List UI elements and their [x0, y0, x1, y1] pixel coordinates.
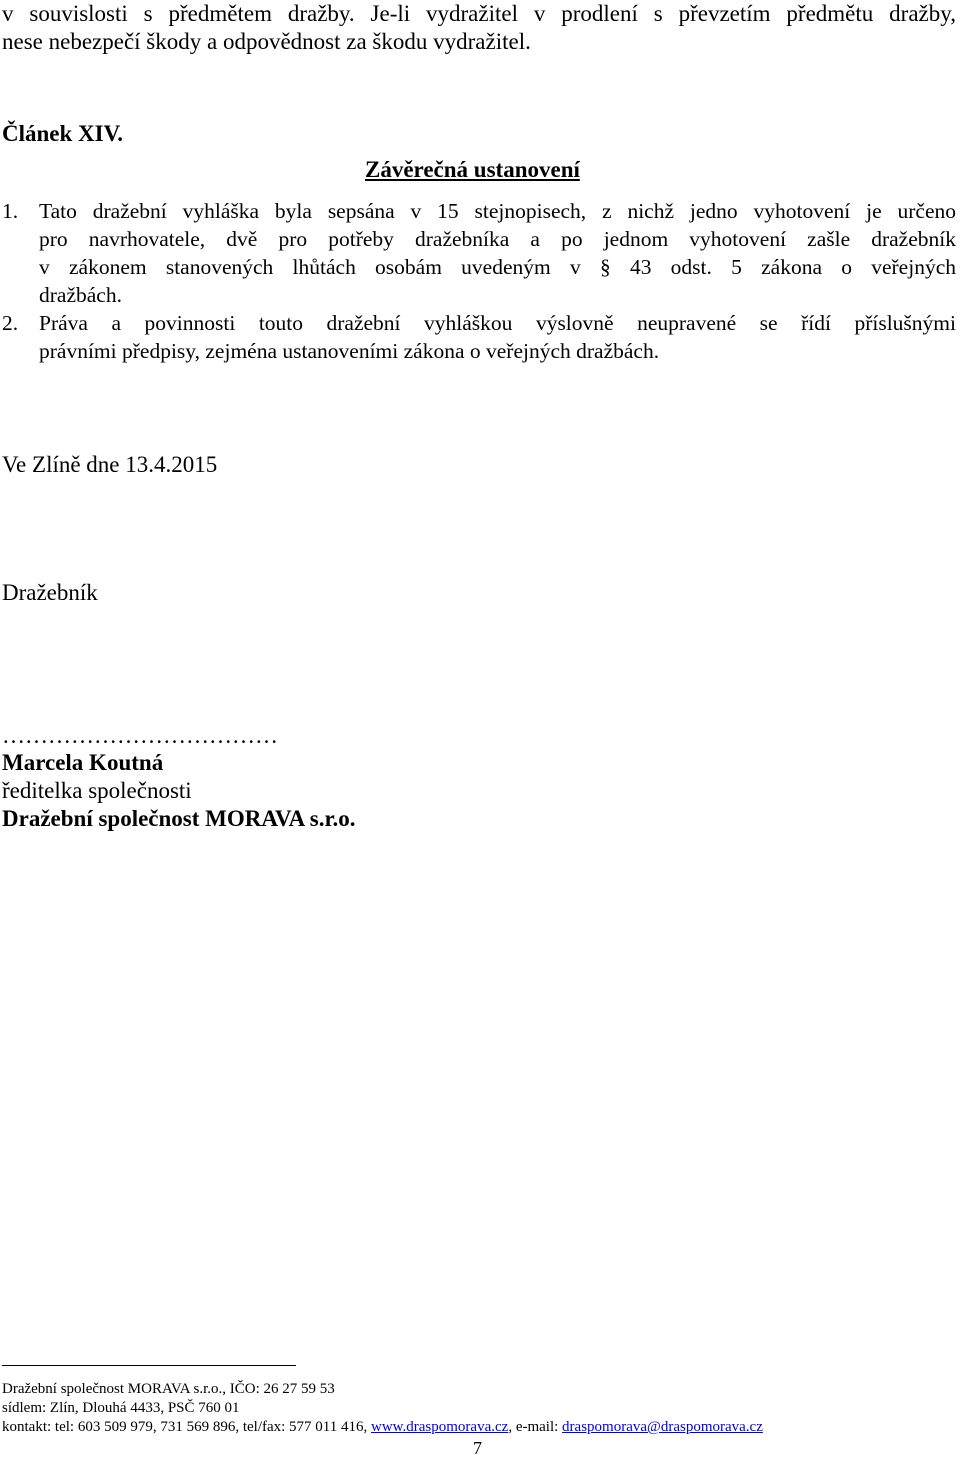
company-name: Dražební společnost MORAVA s.r.o. [2, 806, 356, 831]
item-1-line-2: pro navrhovatele, dvě pro potřeby dražebníka a po jednom vyhotovení zašle dražebník [39, 227, 956, 251]
place-date: Ve Zlíně dne 13.4.2015 [2, 452, 218, 477]
signatory-name: Marcela Koutná [2, 750, 164, 775]
footer-divider [2, 1365, 296, 1366]
footer-website-link[interactable]: www.draspomorava.cz [371, 1419, 509, 1435]
article-label: Článek XIV. [2, 121, 123, 146]
item-1-line-3: v zákonem stanovených lhůtách osobám uvedeným v § 43 odst. 5 zákona o veřejných [39, 255, 956, 279]
item-2-line-1: Práva a povinnosti touto dražební vyhláškou výslovně neupravené se řídí příslušnými [39, 311, 956, 335]
item-1-number: 1. [2, 199, 19, 223]
intro-line-2: nese nebezpečí škody a odpovědnost za škodu vydražitel. [2, 29, 531, 54]
footer-address: sídlem: Zlín, Dlouhá 4433, PSČ 760 01 [2, 1400, 240, 1416]
footer-company: Dražební společnost MORAVA s.r.o., IČO: 26 27 59 53 [2, 1381, 335, 1397]
signature-line: ……………………………… [2, 723, 278, 748]
footer-contact-phones: kontakt: tel: 603 509 979, 731 569 896, tel/fax: 577 011 416, [2, 1419, 371, 1435]
item-2-line-2: právními předpisy, zejména ustanoveními zákona o veřejných dražbách. [39, 339, 660, 363]
footer-email-label: , e-mail: [508, 1419, 563, 1435]
item-2-number: 2. [2, 311, 19, 335]
signatory-title: ředitelka společnosti [2, 778, 192, 803]
item-1-line-1: Tato dražební vyhláška byla sepsána v 15 stejnopisech, z nichž jedno vyhotovení je určeno [39, 199, 956, 223]
role-label: Dražebník [2, 580, 98, 605]
article-heading: Závěrečná ustanovení [365, 157, 580, 182]
footer-email-link[interactable]: draspomorava@draspomorava.cz [562, 1419, 763, 1435]
footer-contact [2, 1418, 763, 1437]
intro-line-1: v souvislosti s předmětem dražby. Je-li vydražitel v prodlení s převzetím předmětu dražby, [2, 1, 956, 26]
item-1-line-4: dražbách. [39, 283, 122, 307]
page-number: 7 [473, 1438, 482, 1458]
